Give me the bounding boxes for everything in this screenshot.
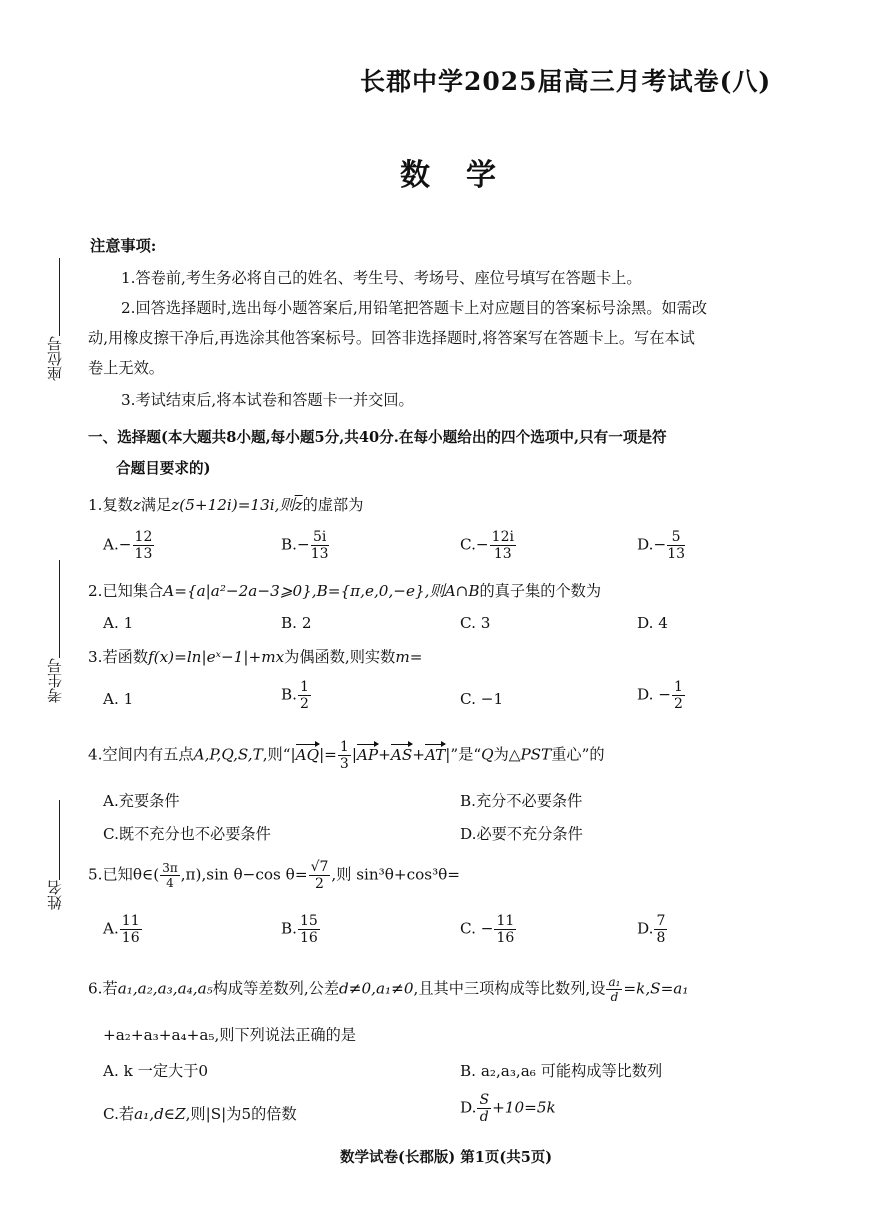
q4-option-d[interactable]: D.必要不充分条件	[460, 825, 583, 843]
subject-title: 数学	[400, 158, 532, 193]
q2-option-b[interactable]: B. 2	[281, 614, 312, 632]
name-label: 姓名	[46, 880, 64, 910]
exam-no-line	[59, 560, 60, 658]
q6-option-d[interactable]: D. $\frac{S}{d}$ +10=5k	[460, 1092, 556, 1125]
q4-option-b[interactable]: B.充分不必要条件	[460, 792, 583, 810]
q3-option-c[interactable]: C. −1	[460, 690, 504, 708]
section1-line2: 合题目要求的)	[116, 460, 211, 477]
notice-item-1: 1.答卷前,考生务必将自己的姓名、考生号、考场号、座位号填写在答题卡上。	[121, 269, 642, 287]
q6-option-c[interactable]: C.若a₁,d∈Z,则|S|为5的倍数	[103, 1105, 297, 1123]
exam-title: 长郡中学2025届高三月考试卷(八)	[360, 67, 772, 96]
q4-option-a[interactable]: A.充要条件	[103, 792, 180, 810]
q2-option-d[interactable]: D. 4	[637, 614, 668, 632]
q1-option-d[interactable]: D.− $\frac{5}{13}$	[637, 529, 686, 562]
q3-option-a[interactable]: A. 1	[103, 690, 134, 708]
q6-option-b[interactable]: B. a₂,a₃,a₆ 可能构成等比数列	[460, 1062, 663, 1080]
question-4: 4.空间内有五点A,P,Q,S,T,则“|AQ|= $\frac{1}{3}$ |AP+AS+AT|”是“Q为△PST重心”的	[88, 739, 605, 772]
q1-option-a[interactable]: A.− $\frac{12}{13}$	[103, 529, 153, 562]
seat-line	[59, 258, 60, 336]
q1-option-b[interactable]: B.− $\frac{5i}{13}$	[281, 529, 329, 562]
q5-option-a[interactable]: A. $\frac{11}{16}$	[103, 913, 140, 946]
q5-option-c[interactable]: C. − $\frac{11}{16}$	[460, 913, 515, 946]
question-6-line1: 6.若a₁,a₂,a₃,a₄,a₅构成等差数列,公差d≠0,a₁≠0,且其中三项构成等比数列,设 $\frac{\text{a₁}}{d}$ =k,S=a₁	[88, 975, 689, 1004]
question-1: 1.复数z满足z(5+12i)=13i,则$\overline{z}$的虚部为	[88, 496, 364, 514]
q2-option-c[interactable]: C. 3	[460, 614, 491, 632]
exam-no-label: 考生号	[46, 658, 64, 703]
q5-option-d[interactable]: D. $\frac{7}{8}$	[637, 913, 666, 946]
question-6-line2: +a₂+a₃+a₄+a₅,则下列说法正确的是	[103, 1026, 356, 1044]
notice-item-2-line2: 动,用橡皮擦干净后,再选涂其他答案标号。回答非选择题时,将答案写在答题卡上。写在本试	[88, 329, 695, 347]
notice-item-2-line1: 2.回答选择题时,选出每小题答案后,用铅笔把答题卡上对应题目的答案标号涂黑。如需改	[121, 299, 708, 317]
notice-item-2-line3: 卷上无效。	[88, 359, 164, 377]
seat-label: 座位号	[46, 336, 64, 381]
question-2: 2.已知集合A={a|a²−2a−3⩾0},B={π,e,0,−e},则A∩B的真子集的个数为	[88, 582, 602, 600]
q1-option-c[interactable]: C.− $\frac{12i}{13}$	[460, 529, 514, 562]
q4-option-c[interactable]: C.既不充分也不必要条件	[103, 825, 271, 843]
q2-option-a[interactable]: A. 1	[103, 614, 134, 632]
q6-option-a[interactable]: A. k 一定大于0	[103, 1062, 209, 1080]
q5-option-b[interactable]: B. $\frac{15}{16}$	[281, 913, 318, 946]
name-line	[59, 800, 60, 880]
question-5: 5.已知θ∈( $\frac{3\pi}{4}$ ,π),sin θ−cos θ= $\frac{√7}{2}$ ,则 sin³θ+cos³θ=	[88, 859, 461, 892]
notice-heading: 注意事项:	[90, 237, 157, 255]
q3-option-b[interactable]: B. $\frac{1}{2}$	[281, 679, 309, 712]
notice-item-3: 3.考试结束后,将本试卷和答题卡一并交回。	[121, 391, 414, 409]
section1-line1: 一、选择题(本大题共8小题,每小题5分,共40分.在每小题给出的四个选项中,只有一项是符	[88, 429, 667, 446]
page-footer: 数学试卷(长郡版) 第1页(共5页)	[340, 1149, 553, 1166]
q3-option-d[interactable]: D. − $\frac{1}{2}$	[637, 679, 683, 712]
question-3: 3.若函数f(x)=ln|eˣ−1|+mx为偶函数,则实数m=	[88, 648, 423, 666]
